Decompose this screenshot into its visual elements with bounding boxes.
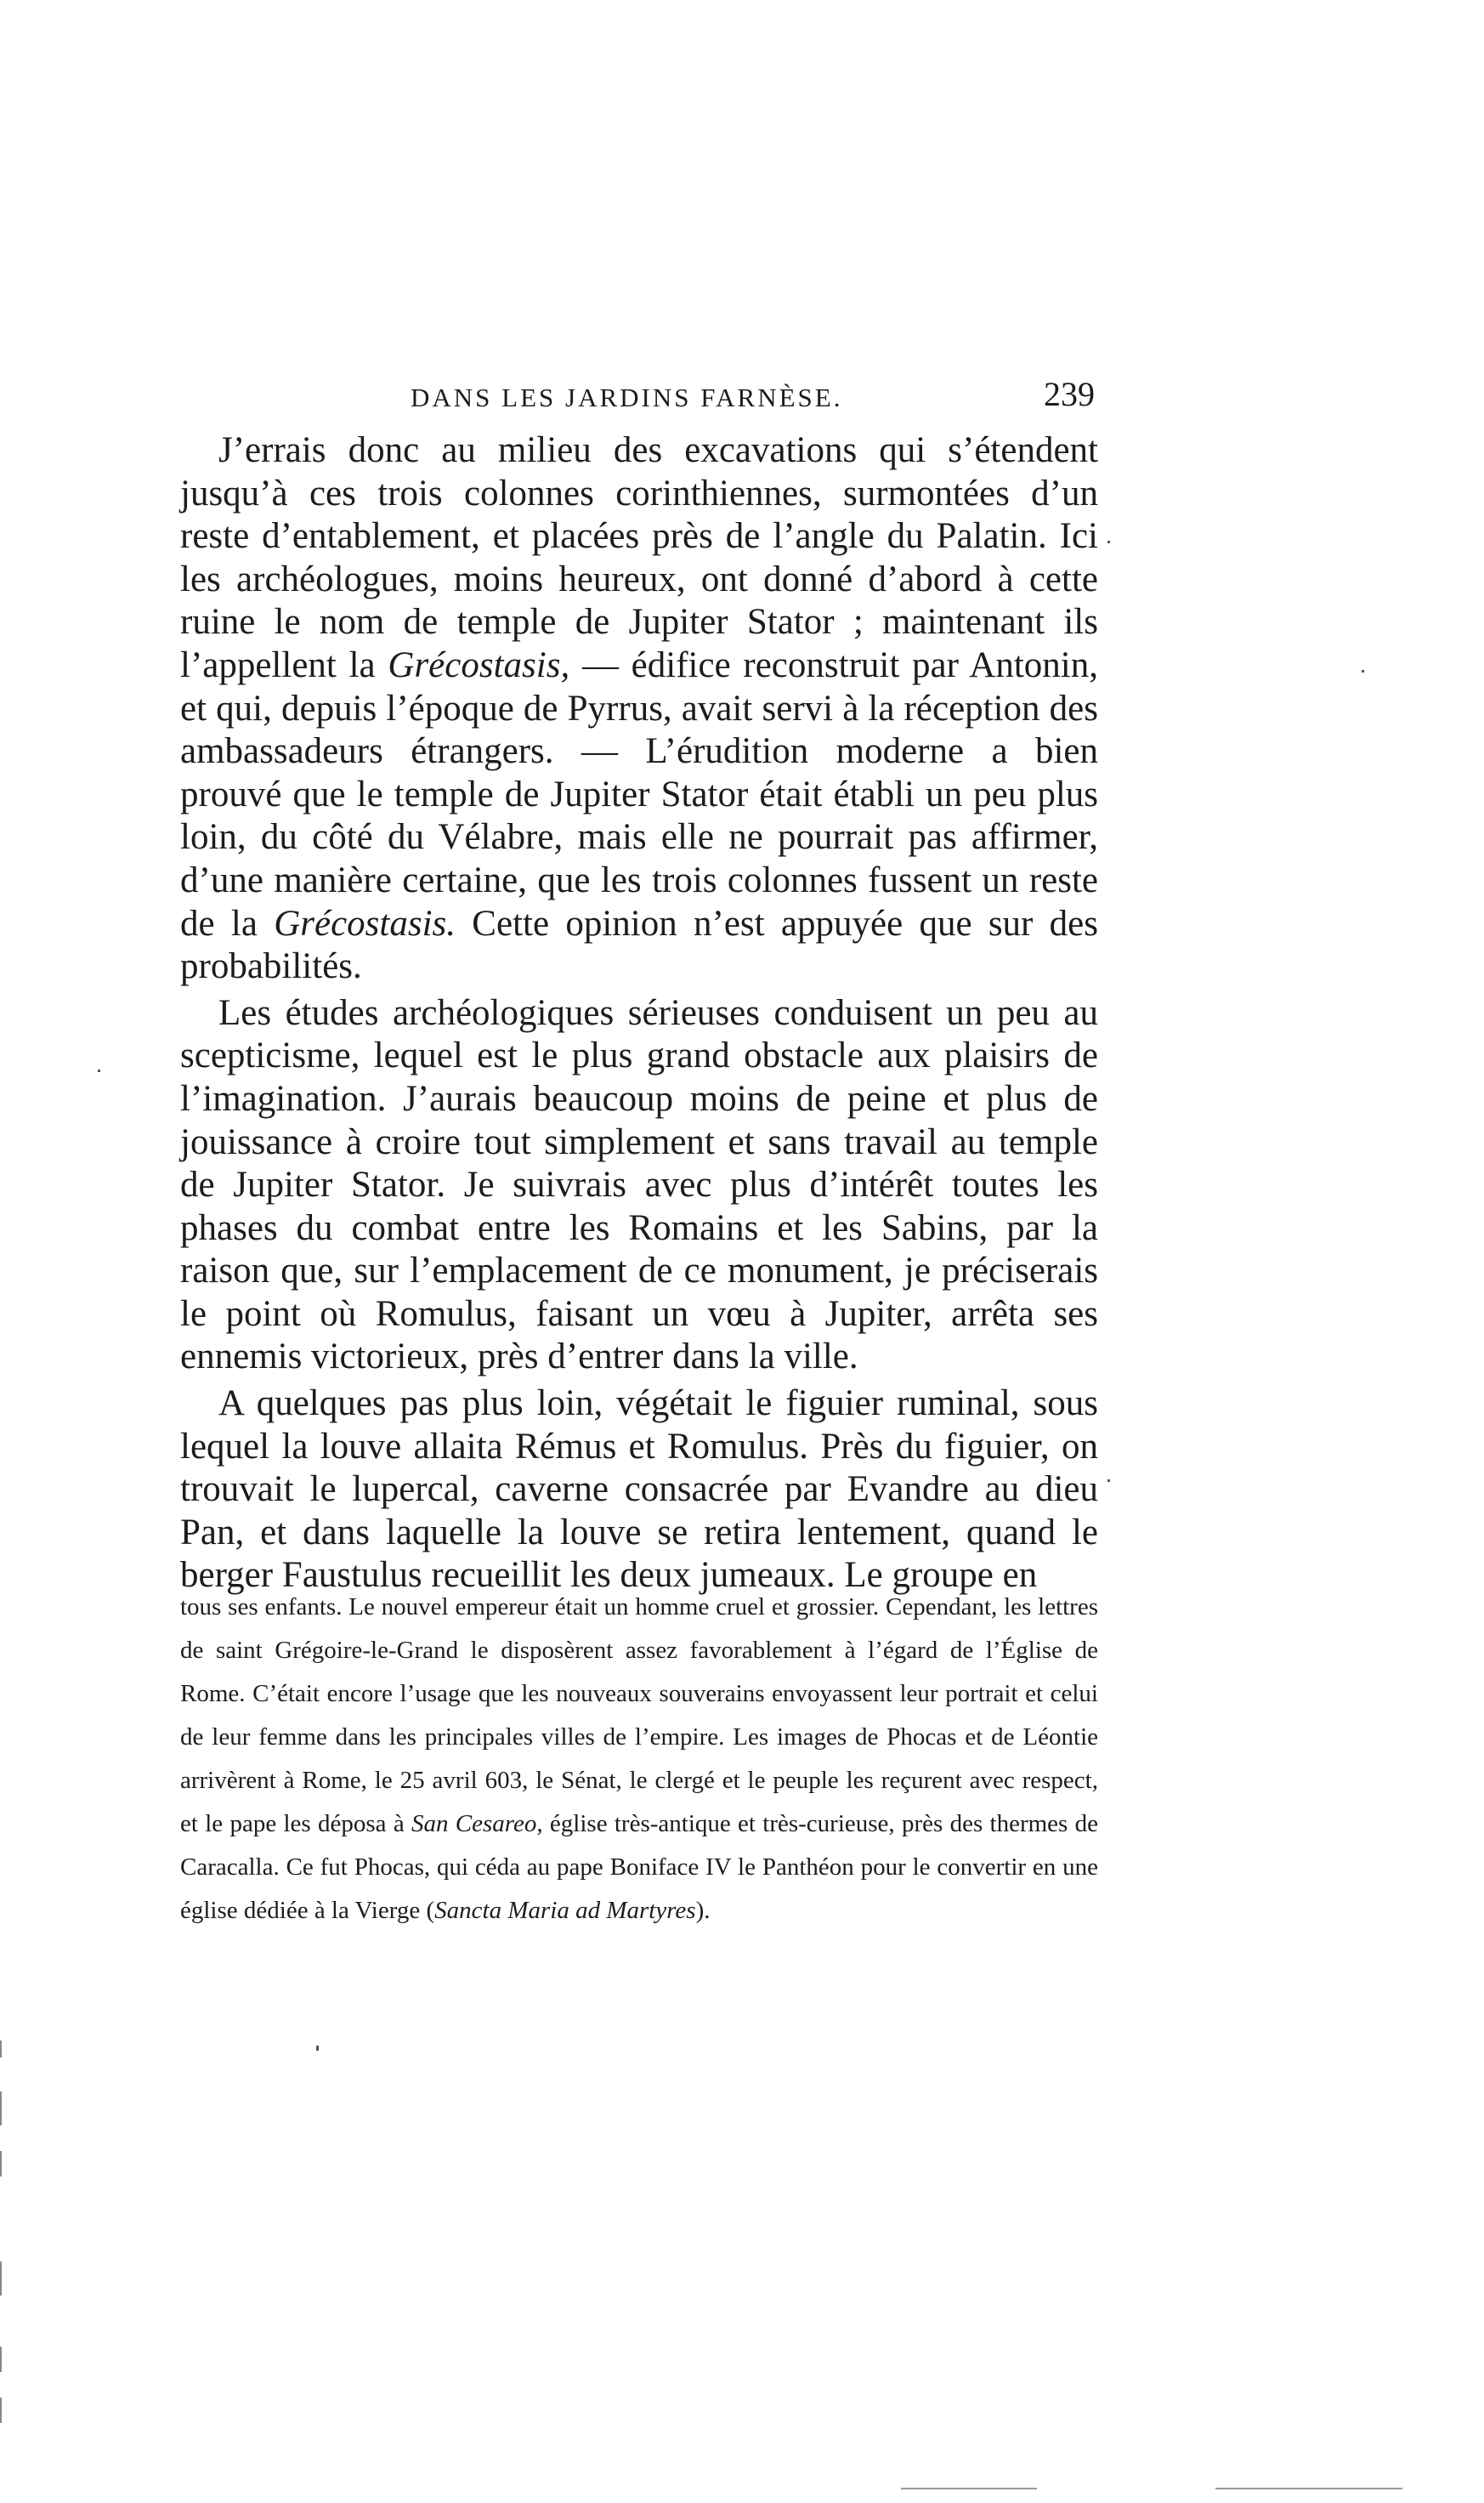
paragraph xyxy=(180,429,1098,989)
ink-speck xyxy=(1107,1479,1110,1482)
text-run: Les études archéologiques sérieuses conduisent un peu au scepticisme, lequel est le plus grand obstacle aux plaisirs de l’imagination. J’aurais beaucoup moins de peine et plus de jouissance à croire tout simplement et sans travail au temple de Jupiter Stator. Je suivrais avec plus d’intérêt toutes les phases du combat entre les Romains et les Sabins, par la raison que, sur l’emplacement de ce monument, je préciserais le point où Romulus, faisant un vœu à Jupiter, arrêta ses ennemis victorieux, près d’entrer dans la ville. xyxy=(180,992,1098,1377)
ink-speck xyxy=(1107,541,1110,543)
text-run: ). xyxy=(695,1897,711,1924)
page-number: 239 xyxy=(1044,375,1095,413)
text-run: — édifice reconstruit par Antonin, et qui, depuis l’époque de Pyrrus, avait servi à la réception des ambassadeurs étrangers. — L’érudition moderne a bien prouvé que le temple de Jupiter Stator était établi un peu plus loin, du côté du Vélabre, mais elle ne pourrait pas affirmer, d’une manière certaine, que les trois colonnes fussent un reste de la xyxy=(180,644,1098,944)
text-run: A quelques pas plus loin, végétait le figuier ruminal, sous lequel la louve allaita Rémus et Romulus. Près du figuier, on trouvait le lupercal, caverne consacrée par Evandre au dieu Pan, et dans laquelle la louve se retira lentement, quand le berger Faustulus recueillit les deux jumeaux. Le groupe en xyxy=(180,1383,1098,1596)
italic-run: Sancta Maria ad Martyres xyxy=(434,1897,696,1924)
text-run: tous ses enfants. Le nouvel empereur était un homme cruel et grossier. Cependant, les lettres de saint Grégoire-le-Grand le disposèrent assez favorablement à l’égard de l’Église de Rome. C’était encore l’usage que les nouveaux souverains envoyassent leur portrait et celui de leur femme dans les principales villes de l’empire. Les images de Phocas et de Léontie arrivèrent à Rome, le 25 avril 603, le Sénat, le clergé et le peuple les reçurent avec respect, et le pape les déposa à xyxy=(180,1593,1098,1837)
scan-edge-mark xyxy=(0,2040,2,2057)
running-title: DANS LES JARDINS FARNÈSE. xyxy=(411,383,843,412)
italic-run: San Cesareo, xyxy=(411,1810,543,1837)
ink-speck xyxy=(316,2046,319,2051)
scan-edge-mark xyxy=(0,2398,2,2423)
ink-speck xyxy=(1362,670,1364,673)
text-run: J’errais donc au milieu des excavations qui s’étendent jusqu’à ces trois colonnes corinthiennes, surmontées d’un reste d’entablement, et placées près de l’angle du Palatin. Ici les archéologues, moins heureux, ont donné d’abord à cette ruine le nom de temple de Jupiter Stator ; maintenant ils l’appellent la xyxy=(180,430,1098,685)
italic-run: Grécostasis, xyxy=(388,644,570,685)
italic-run: Grécostasis. xyxy=(274,903,456,944)
ink-speck xyxy=(98,1070,100,1072)
scan-edge-mark xyxy=(0,2262,2,2296)
footnote xyxy=(180,1586,1098,1933)
scan-bottom-rule xyxy=(901,2488,1037,2489)
scan-edge-mark xyxy=(0,2347,2,2372)
running-head xyxy=(194,374,1095,425)
footnote-paragraph xyxy=(180,1586,1098,1933)
scan-bottom-rule xyxy=(1215,2488,1402,2489)
scan-edge-mark xyxy=(0,2092,2,2126)
text-run: Cette opinion n’est appuyée que sur des probabilités. xyxy=(180,903,1098,987)
text-run: église très-antique et très-curieuse, près des thermes de Caracalla. Ce fut Phocas, qui céda au pape Boniface IV le Panthéon pour le convertir en une église dédiée à la Vierge ( xyxy=(180,1810,1099,1924)
paragraph xyxy=(180,992,1098,1379)
body-text xyxy=(180,429,1098,1598)
paragraph xyxy=(180,1382,1098,1598)
scan-edge-mark xyxy=(0,2151,2,2177)
